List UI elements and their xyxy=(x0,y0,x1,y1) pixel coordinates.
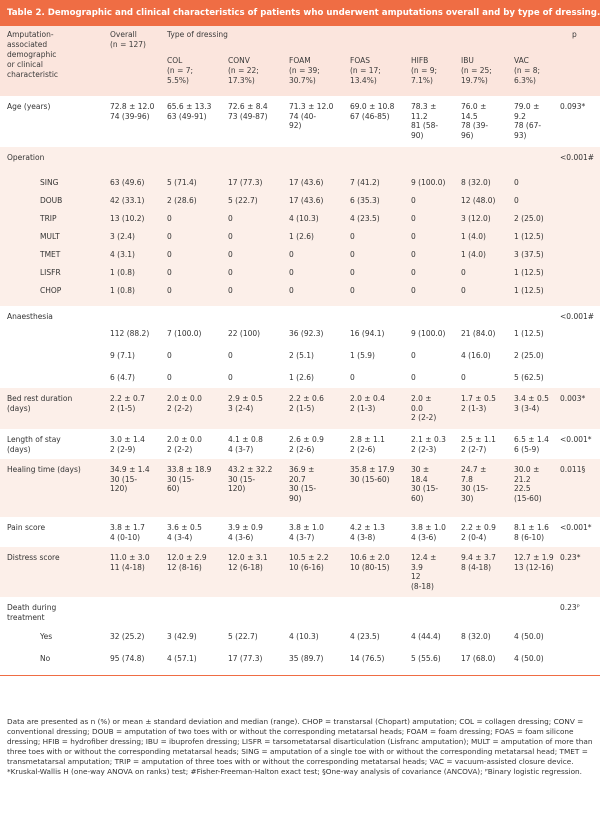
cell-dressing-value: 8.1 ± 1.6 8 (6-10) xyxy=(514,523,549,542)
row-label: Length of stay (days) xyxy=(7,435,61,454)
cell-dressing-value: 0 xyxy=(289,286,294,295)
table-row xyxy=(0,324,600,346)
cell-dressing-value: 6 (35.3) xyxy=(350,196,380,205)
row-sublabel: DOUB xyxy=(40,196,63,205)
cell-dressing-value: 2.0 ± 0.0 2 (2-2) xyxy=(411,394,437,422)
row-sublabel: Yes xyxy=(40,632,53,641)
cell-dressing-value: 5 (62.5) xyxy=(514,373,544,382)
cell-dressing-value: 0 xyxy=(411,268,416,277)
cell-dressing-value: 4 (16.0) xyxy=(461,351,491,360)
cell-overall: 11.0 ± 3.0 11 (4-18) xyxy=(110,553,150,572)
cell-dressing-value: 2.5 ± 1.1 2 (2-7) xyxy=(461,435,496,454)
table-row xyxy=(0,429,600,459)
cell-dressing-value: 3.8 ± 1.0 4 (3-7) xyxy=(289,523,324,542)
table-header xyxy=(0,26,600,96)
table-footnotes xyxy=(7,717,595,777)
cell-p-value: <0.001# xyxy=(560,312,595,321)
cell-dressing-value: 0 xyxy=(228,214,233,223)
cell-overall: 63 (49.6) xyxy=(110,178,145,187)
row-sublabel: CHOP xyxy=(40,286,62,295)
cell-dressing-value: 14 (76.5) xyxy=(350,654,385,663)
cell-dressing-value: 4 (23.5) xyxy=(350,632,380,641)
row-sublabel: No xyxy=(40,654,51,663)
cell-dressing-value: 9.4 ± 3.7 8 (4-18) xyxy=(461,553,496,572)
cell-dressing-value: 2.9 ± 0.5 3 (2-4) xyxy=(228,394,263,413)
header-overall: Overall (n = 127) xyxy=(110,30,146,49)
cell-dressing-value: 1 (12.5) xyxy=(514,268,544,277)
header-dressing: CONV (n = 22; 17.3%) xyxy=(228,56,259,85)
cell-dressing-value: 3.9 ± 0.9 4 (3-6) xyxy=(228,523,263,542)
header-dressing: FOAS (n = 17; 13.4%) xyxy=(350,56,381,85)
header-type-of-dressing: Type of dressing xyxy=(167,30,228,39)
cell-overall: 112 (88.2) xyxy=(110,329,150,338)
row-sublabel: MULT xyxy=(40,232,60,241)
cell-overall: 6 (4.7) xyxy=(110,373,135,382)
table-bottom-rule xyxy=(0,675,600,676)
cell-dressing-value: 0 xyxy=(411,232,416,241)
row-label: Anaesthesia xyxy=(7,312,53,321)
cell-overall: 3.0 ± 1.4 2 (2-9) xyxy=(110,435,145,454)
cell-overall: 3.8 ± 1.7 4 (0-10) xyxy=(110,523,145,542)
cell-dressing-value: 12.4 ± 3.9 12 (8-18) xyxy=(411,553,437,591)
cell-dressing-value: 79.0 ± 9.2 78 (67- 93) xyxy=(514,102,542,140)
cell-dressing-value: 69.0 ± 10.8 67 (46-85) xyxy=(350,102,395,121)
table-caption: Table 2. Demographic and clinical characteristics of patients who underwent amputations overall and by type of dressing. xyxy=(0,0,600,26)
cell-dressing-value: 3 (12.0) xyxy=(461,214,491,223)
cell-dressing-value: 1 (2.6) xyxy=(289,232,314,241)
cell-overall: 42 (33.1) xyxy=(110,196,145,205)
cell-p-value: <0.001* xyxy=(560,523,592,532)
header-dressing: COL (n = 7; 5.5%) xyxy=(167,56,194,85)
cell-dressing-value: 1 (4.0) xyxy=(461,232,486,241)
cell-dressing-value: 0 xyxy=(228,250,233,259)
row-sublabel: LISFR xyxy=(40,268,61,277)
cell-dressing-value: 5 (71.4) xyxy=(167,178,197,187)
header-p: p xyxy=(572,30,577,39)
cell-dressing-value: 4 (50.0) xyxy=(514,632,544,641)
cell-dressing-value: 22 (100) xyxy=(228,329,261,338)
cell-dressing-value: 10.5 ± 2.2 10 (6-16) xyxy=(289,553,329,572)
cell-dressing-value: 4 (57.1) xyxy=(167,654,197,663)
cell-dressing-value: 0 xyxy=(514,178,519,187)
cell-dressing-value: 0 xyxy=(411,250,416,259)
cell-dressing-value: 2.8 ± 1.1 2 (2-6) xyxy=(350,435,385,454)
cell-dressing-value: 2 (5.1) xyxy=(289,351,314,360)
cell-dressing-value: 0 xyxy=(411,286,416,295)
cell-dressing-value: 4 (10.3) xyxy=(289,214,319,223)
cell-dressing-value: 0 xyxy=(167,373,172,382)
cell-dressing-value: 1.7 ± 0.5 2 (1-3) xyxy=(461,394,496,413)
cell-p-value: 0.23ᴾ xyxy=(560,603,580,612)
cell-overall: 1 (0.8) xyxy=(110,286,135,295)
cell-dressing-value: 9 (100.0) xyxy=(411,178,446,187)
cell-dressing-value: 1 (5.9) xyxy=(350,351,375,360)
table-row xyxy=(0,597,600,627)
cell-overall: 1 (0.8) xyxy=(110,268,135,277)
cell-dressing-value: 5 (22.7) xyxy=(228,196,258,205)
cell-dressing-value: 0 xyxy=(228,286,233,295)
cell-dressing-value: 5 (22.7) xyxy=(228,632,258,641)
table-row xyxy=(0,281,600,306)
cell-dressing-value: 36.9 ± 20.7 30 (15- 90) xyxy=(289,465,317,503)
cell-overall: 2.2 ± 0.7 2 (1-5) xyxy=(110,394,145,413)
cell-overall: 4 (3.1) xyxy=(110,250,135,259)
header-dressing: IBU (n = 25; 19.7%) xyxy=(461,56,492,85)
cell-dressing-value: 17 (77.3) xyxy=(228,178,263,187)
cell-dressing-value: 0 xyxy=(411,214,416,223)
cell-dressing-value: 2.0 ± 0.0 2 (2-2) xyxy=(167,435,202,454)
table-row xyxy=(0,263,600,281)
cell-dressing-value: 7 (41.2) xyxy=(350,178,380,187)
cell-dressing-value: 4 (10.3) xyxy=(289,632,319,641)
cell-p-value: 0.23* xyxy=(560,553,581,562)
cell-dressing-value: 12.0 ± 3.1 12 (6-18) xyxy=(228,553,268,572)
cell-dressing-value: 0 xyxy=(461,268,466,277)
cell-dressing-value: 0 xyxy=(228,373,233,382)
cell-overall: 32 (25.2) xyxy=(110,632,145,641)
cell-dressing-value: 0 xyxy=(167,351,172,360)
cell-dressing-value: 1 (12.5) xyxy=(514,329,544,338)
cell-dressing-value: 2.2 ± 0.6 2 (1-5) xyxy=(289,394,324,413)
row-label: Operation xyxy=(7,153,45,162)
cell-dressing-value: 65.6 ± 13.3 63 (49-91) xyxy=(167,102,212,121)
row-label: Age (years) xyxy=(7,102,51,111)
cell-dressing-value: 78.3 ± 11.2 81 (58- 90) xyxy=(411,102,439,140)
cell-dressing-value: 2.0 ± 0.0 2 (2-2) xyxy=(167,394,202,413)
cell-dressing-value: 1 (12.5) xyxy=(514,232,544,241)
table-row xyxy=(0,346,600,368)
cell-dressing-value: 2.1 ± 0.3 2 (2-3) xyxy=(411,435,446,454)
cell-p-value: <0.001# xyxy=(560,153,595,162)
cell-dressing-value: 71.3 ± 12.0 74 (40- 92) xyxy=(289,102,334,130)
row-sublabel: TMET xyxy=(40,250,61,259)
cell-dressing-value: 0 xyxy=(461,286,466,295)
row-label: Distress score xyxy=(7,553,60,562)
table-row xyxy=(0,388,600,429)
cell-dressing-value: 3 (37.5) xyxy=(514,250,544,259)
cell-dressing-value: 0 xyxy=(350,286,355,295)
cell-dressing-value: 8 (32.0) xyxy=(461,632,491,641)
cell-dressing-value: 2.0 ± 0.4 2 (1-3) xyxy=(350,394,385,413)
cell-dressing-value: 0 xyxy=(228,351,233,360)
cell-overall: 13 (10.2) xyxy=(110,214,145,223)
row-label: Healing time (days) xyxy=(7,465,81,474)
table-row xyxy=(0,227,600,245)
cell-dressing-value: 0 xyxy=(350,268,355,277)
table-row xyxy=(0,517,600,547)
cell-dressing-value: 0 xyxy=(350,373,355,382)
table-row xyxy=(0,649,600,675)
header-dressing: FOAM (n = 39; 30.7%) xyxy=(289,56,320,85)
cell-dressing-value: 0 xyxy=(411,373,416,382)
cell-dressing-value: 72.6 ± 8.4 73 (49-87) xyxy=(228,102,268,121)
cell-dressing-value: 4.2 ± 1.3 4 (3-8) xyxy=(350,523,385,542)
cell-dressing-value: 0 xyxy=(167,268,172,277)
cell-dressing-value: 4 (44.4) xyxy=(411,632,441,641)
cell-dressing-value: 3.6 ± 0.5 4 (3-4) xyxy=(167,523,202,542)
cell-dressing-value: 1 (4.0) xyxy=(461,250,486,259)
row-sublabel: SING xyxy=(40,178,59,187)
cell-dressing-value: 4.1 ± 0.8 4 (3-7) xyxy=(228,435,263,454)
cell-dressing-value: 3 (42.9) xyxy=(167,632,197,641)
cell-dressing-value: 0 xyxy=(167,214,172,223)
cell-dressing-value: 10.6 ± 2.0 10 (80-15) xyxy=(350,553,390,572)
cell-dressing-value: 30 ± 18.4 30 (15- 60) xyxy=(411,465,439,503)
table-row xyxy=(0,627,600,649)
cell-dressing-value: 12.0 ± 2.9 12 (8-16) xyxy=(167,553,207,572)
footnote-abbreviations: Data are presented as n (%) or mean ± standard deviation and median (range). CHOP = transtarsal (Chopart) amputation; COL = collagen dressing; CONV = conventional dressing; DOUB = amputation of two toes with or without the corresponding metatarsal heads; FOAM = foam dressing; FOAS = foam silicone dressing; HFIB = hydrofiber dressing; IBU = ibuprofen dressing; LISFR = tarsometatarsal disarticulation (Lisfranc amputation); MULT = amputation of more than three toes with or without the corresponding metatarsal heads; SING = amputation of a single toe with or without the corresponding metatarsal head; TMET = transmetatarsal amputation; TRIP = amputation of three toes with or without the corresponding metatarsal heads; VAC = vacuum-assisted closure device. xyxy=(7,717,593,766)
table-row xyxy=(0,547,600,597)
cell-dressing-value: 3.8 ± 1.0 4 (3-6) xyxy=(411,523,446,542)
cell-dressing-value: 12 (48.0) xyxy=(461,196,496,205)
table-row xyxy=(0,147,600,173)
table-row xyxy=(0,191,600,209)
cell-dressing-value: 17 (43.6) xyxy=(289,178,324,187)
cell-dressing-value: 0 xyxy=(461,373,466,382)
cell-overall: 3 (2.4) xyxy=(110,232,135,241)
cell-dressing-value: 0 xyxy=(411,196,416,205)
cell-dressing-value: 2 (28.6) xyxy=(167,196,197,205)
cell-dressing-value: 5 (55.6) xyxy=(411,654,441,663)
row-label: Bed rest duration (days) xyxy=(7,394,73,413)
row-sublabel: TRIP xyxy=(40,214,57,223)
cell-dressing-value: 2 (25.0) xyxy=(514,351,544,360)
table-row xyxy=(0,173,600,191)
cell-dressing-value: 0 xyxy=(289,268,294,277)
cell-dressing-value: 36 (92.3) xyxy=(289,329,324,338)
cell-dressing-value: 1 (2.6) xyxy=(289,373,314,382)
cell-p-value: 0.011§ xyxy=(560,465,586,474)
table-row xyxy=(0,96,600,147)
cell-dressing-value: 12.7 ± 1.9 13 (12-16) xyxy=(514,553,554,572)
cell-p-value: 0.003* xyxy=(560,394,586,403)
cell-dressing-value: 0 xyxy=(350,250,355,259)
cell-dressing-value: 17 (68.0) xyxy=(461,654,496,663)
cell-dressing-value: 33.8 ± 18.9 30 (15- 60) xyxy=(167,465,212,493)
cell-dressing-value: 2.2 ± 0.9 2 (0-4) xyxy=(461,523,496,542)
cell-dressing-value: 76.0 ± 14.5 78 (39- 96) xyxy=(461,102,489,140)
footnote-tests: *Kruskal-Wallis H (one-way ANOVA on ranks) test; #Fisher-Freeman-Halton exact test; §One-way analysis of covariance (ANCOVA); ᴾBinary logistic regression. xyxy=(7,767,582,776)
cell-dressing-value: 2.6 ± 0.9 2 (2-6) xyxy=(289,435,324,454)
table-row xyxy=(0,209,600,227)
cell-dressing-value: 35 (89.7) xyxy=(289,654,324,663)
row-label: Death during treatment xyxy=(7,603,57,622)
cell-dressing-value: 4 (50.0) xyxy=(514,654,544,663)
cell-dressing-value: 0 xyxy=(514,196,519,205)
cell-dressing-value: 2 (25.0) xyxy=(514,214,544,223)
table-row xyxy=(0,245,600,263)
cell-overall: 95 (74.8) xyxy=(110,654,145,663)
cell-p-value: 0.093* xyxy=(560,102,586,111)
cell-dressing-value: 16 (94.1) xyxy=(350,329,385,338)
cell-dressing-value: 9 (100.0) xyxy=(411,329,446,338)
table-row xyxy=(0,368,600,388)
cell-dressing-value: 0 xyxy=(167,286,172,295)
cell-dressing-value: 24.7 ± 7.8 30 (15- 30) xyxy=(461,465,489,503)
cell-dressing-value: 17 (77.3) xyxy=(228,654,263,663)
cell-dressing-value: 0 xyxy=(167,250,172,259)
cell-dressing-value: 17 (43.6) xyxy=(289,196,324,205)
cell-dressing-value: 4 (23.5) xyxy=(350,214,380,223)
table-row xyxy=(0,306,600,324)
cell-dressing-value: 21 (84.0) xyxy=(461,329,496,338)
header-dressing: VAC (n = 8; 6.3%) xyxy=(514,56,541,85)
cell-p-value: <0.001* xyxy=(560,435,592,444)
cell-dressing-value: 1 (12.5) xyxy=(514,286,544,295)
cell-dressing-value: 8 (32.0) xyxy=(461,178,491,187)
cell-overall: 72.8 ± 12.0 74 (39-96) xyxy=(110,102,155,121)
row-label: Pain score xyxy=(7,523,46,532)
cell-overall: 9 (7.1) xyxy=(110,351,135,360)
cell-dressing-value: 0 xyxy=(228,232,233,241)
cell-dressing-value: 0 xyxy=(289,250,294,259)
cell-dressing-value: 30.0 ± 21.2 22.5 (15-60) xyxy=(514,465,542,503)
cell-dressing-value: 3.4 ± 0.5 3 (3-4) xyxy=(514,394,549,413)
cell-dressing-value: 43.2 ± 32.2 30 (15- 120) xyxy=(228,465,273,493)
cell-dressing-value: 0 xyxy=(228,268,233,277)
cell-overall: 34.9 ± 1.4 30 (15- 120) xyxy=(110,465,150,493)
cell-dressing-value: 6.5 ± 1.4 6 (5-9) xyxy=(514,435,549,454)
cell-dressing-value: 0 xyxy=(167,232,172,241)
header-dressing: HIFB (n = 9; 7.1%) xyxy=(411,56,438,85)
header-characteristic: Amputation- associated demographic or clinical characteristic xyxy=(7,30,59,79)
cell-dressing-value: 0 xyxy=(350,232,355,241)
cell-dressing-value: 0 xyxy=(411,351,416,360)
cell-dressing-value: 7 (100.0) xyxy=(167,329,202,338)
table-row xyxy=(0,459,600,517)
cell-dressing-value: 35.8 ± 17.9 30 (15-60) xyxy=(350,465,395,484)
